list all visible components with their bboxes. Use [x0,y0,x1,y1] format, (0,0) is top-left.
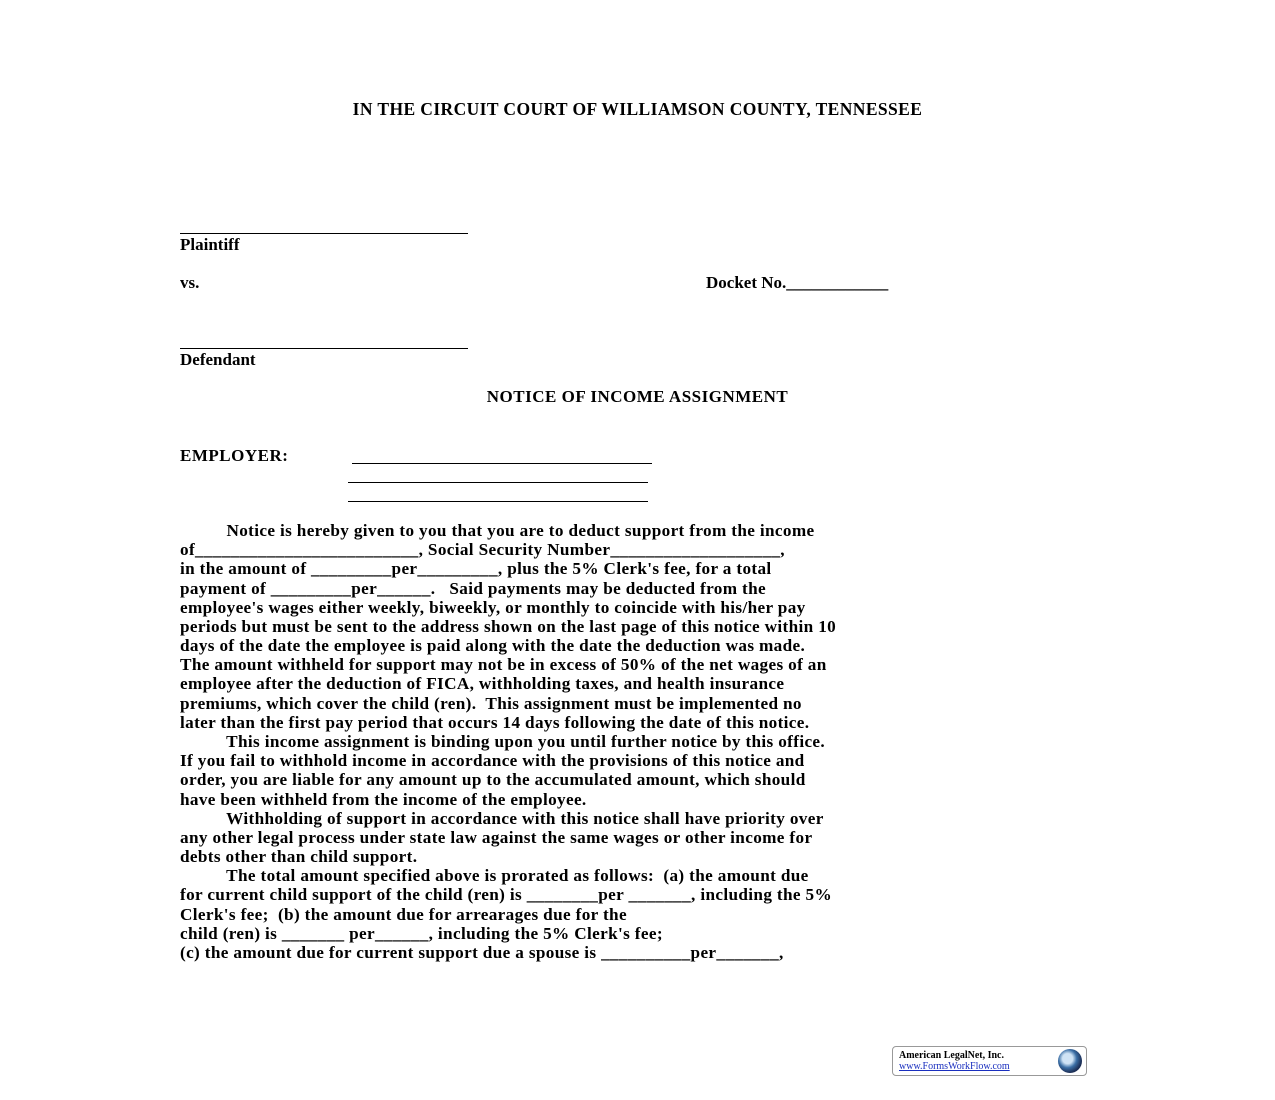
body-line: Clerk's fee; (b) the amount due for arrearages due for the [180,904,627,924]
body-line: for current child support of the child (ren) is ________per _______, including the 5% [180,885,833,905]
docket-number-field: Docket No.____________ [706,273,889,292]
body-line: employee's wages either weekly, biweekly, or monthly to coincide with his/her pay [180,597,806,617]
globe-icon [1058,1049,1082,1073]
employer-line-3 [348,501,648,502]
body-line: order, you are liable for any amount up to the accumulated amount, which should [180,770,806,790]
body-line: Notice is hereby given to you that you are to deduct support from the income [180,521,815,540]
body-line: payment of _________per______. Said payments may be deducted from the [180,578,766,598]
american-legalnet-logo [892,1046,1087,1076]
logo-company-name: American LegalNet, Inc. [899,1050,1004,1061]
employer-label: EMPLOYER: [180,446,289,465]
body-line: debts other than child support. [180,847,418,867]
vs-label: vs. [180,273,200,292]
body-line: The total amount specified above is prorated as follows: (a) the amount due [180,866,809,886]
plaintiff-signature-line [180,233,468,234]
body-line: Withholding of support in accordance with this notice shall have priority over [180,808,824,828]
body-line: later than the first pay period that occurs 14 days following the date of this notice. [180,712,810,732]
logo-url-link[interactable]: www.FormsWorkFlow.com [899,1061,1010,1072]
defendant-label: Defendant [180,350,256,369]
body-line: days of the date the employee is paid along with the date the deduction was made. [180,636,806,656]
plaintiff-label: Plaintiff [180,235,240,254]
body-line: of_________________________, Social Security Number___________________, [180,540,785,560]
body-line: premiums, which cover the child (ren). This assignment must be implemented no [180,693,802,713]
body-line: This income assignment is binding upon you until further notice by this office. [180,731,826,751]
body-line: The amount withheld for support may not be in excess of 50% of the net wages of an [180,655,827,675]
body-line: If you fail to withhold income in accordance with the provisions of this notice and [180,751,805,771]
employer-line-2 [348,482,648,483]
body-line: in the amount of _________per_________, plus the 5% Clerk's fee, for a total [180,559,772,579]
body-line: employee after the deduction of FICA, withholding taxes, and health insurance [180,674,785,694]
body-line: have been withheld from the income of the employee. [180,789,587,809]
document-title: NOTICE OF INCOME ASSIGNMENT [486,387,789,406]
defendant-signature-line [180,348,468,349]
body-line: (c) the amount due for current support due a spouse is __________per_______, [180,942,784,962]
body-line: child (ren) is _______ per______, including the 5% Clerk's fee; [180,923,663,943]
court-heading: IN THE CIRCUIT COURT OF WILLIAMSON COUNTY, TENNESSEE [352,99,923,119]
body-line: any other legal process under state law against the same wages or other income for [180,827,813,847]
body-line: periods but must be sent to the address shown on the last page of this notice within 10 [180,616,837,636]
employer-line-1 [352,463,652,464]
